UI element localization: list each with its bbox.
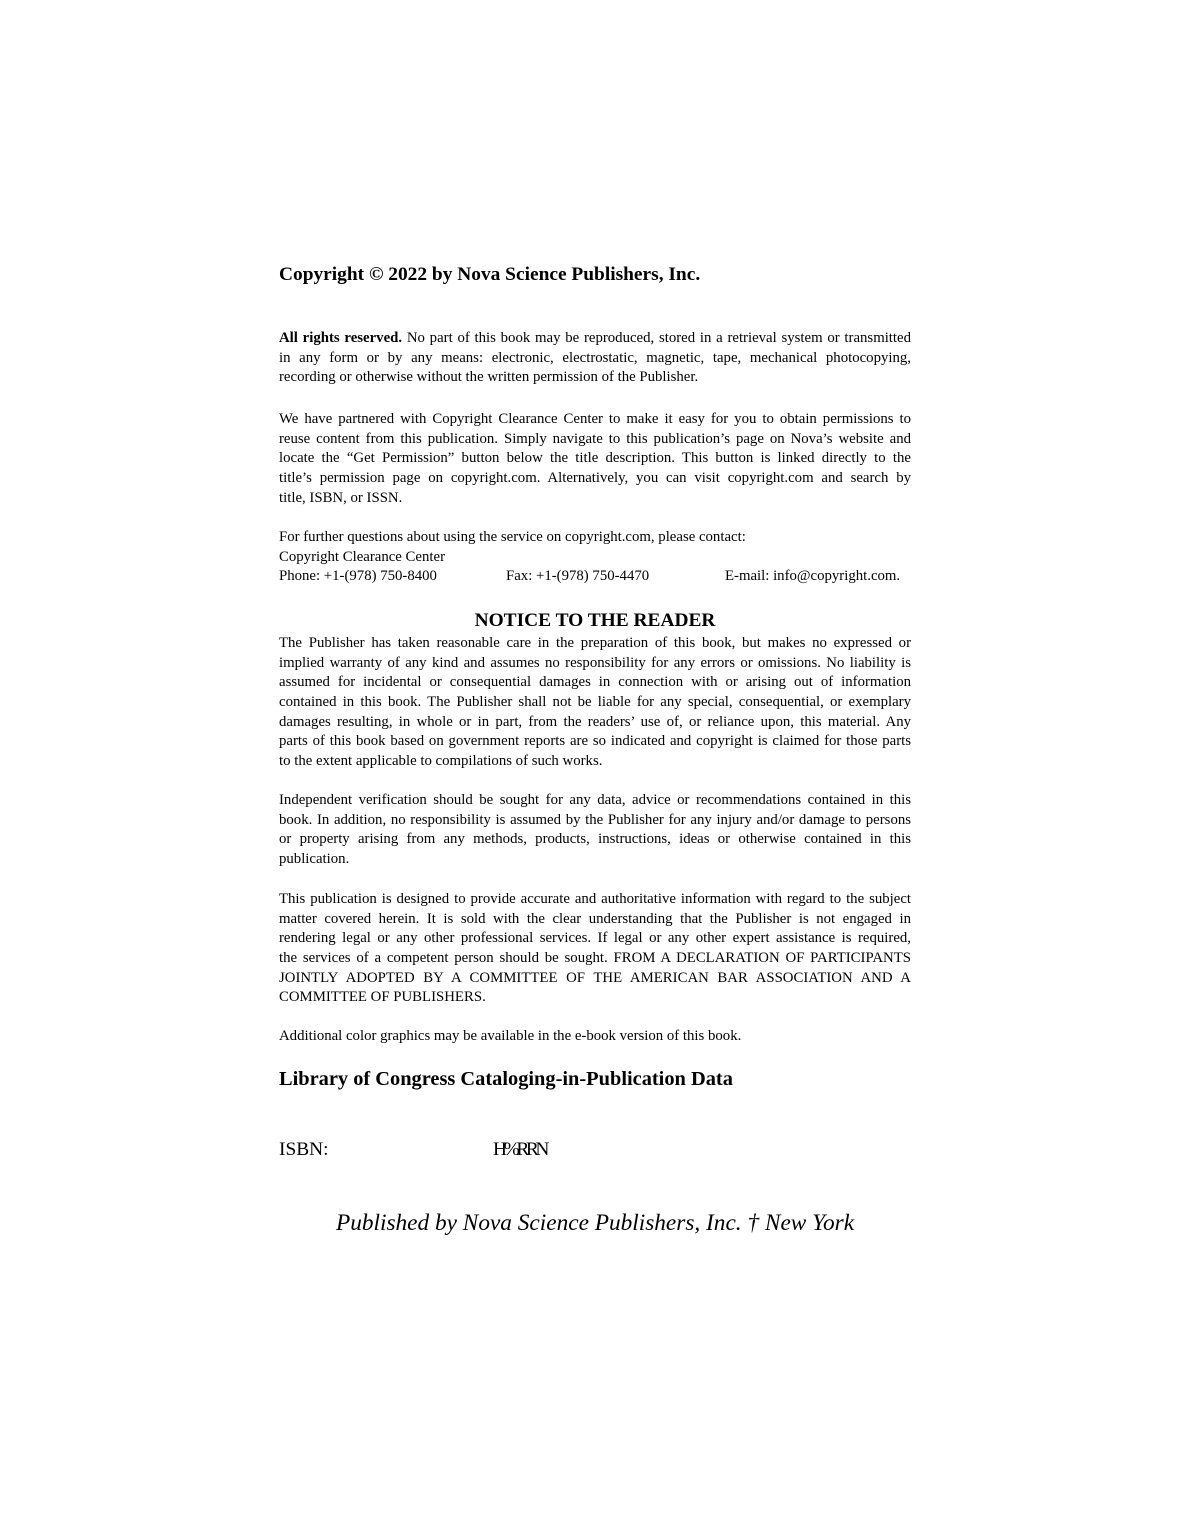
paragraph-line: [279, 329, 911, 349]
paragraph-line: title’s permission page on copyright.com. Alternatively, you can visit copyright.com and search by: [279, 469, 911, 486]
paragraph-line: COMMITTEE OF PUBLISHERS.: [279, 989, 486, 1006]
permissions-paragraph: [279, 410, 911, 508]
notice-heading: NOTICE TO THE READER: [474, 610, 716, 631]
paragraph-line: We have partnered with Copyright Clearance Center to make it easy for you to obtain permissions to: [279, 411, 911, 427]
paragraph-line: damages resulting, in whole or in part, from the readers’ use of, or reliance upon, this material. Any: [279, 713, 911, 730]
paragraph-line: the services of a competent person should be sought. FROM A DECLARATION OF PARTICIPANTS: [279, 949, 911, 966]
rights-lead: All rights reserved.: [279, 330, 403, 346]
paragraph-line: matter covered herein. It is sold with the clear understanding that the Publisher is not engaged in: [279, 910, 911, 927]
library-heading: Library of Congress Cataloging-in-Publication Data: [279, 1068, 733, 1090]
paragraph-line: assumed for incidental or consequential damages in connection with or arising out of information: [279, 674, 911, 691]
isbn-label: ISBN:: [279, 1139, 329, 1160]
paragraph-line: recording or otherwise without the written permission of the Publisher.: [279, 369, 699, 386]
paragraph-line: in any form or by any means: electronic, electrostatic, magnetic, tape, mechanical photocopying,: [279, 349, 911, 366]
paragraph-line: book. In addition, no responsibility is assumed by the Publisher for any injury and/or damage to persons: [279, 811, 911, 828]
contact-email: E-mail: info@copyright.com.: [725, 568, 901, 585]
contact-block: [279, 528, 911, 587]
paragraph-line: JOINTLY ADOPTED BY A COMMITTEE OF THE AMERICAN BAR ASSOCIATION AND A: [279, 969, 911, 986]
paragraph-line: locate the “Get Permission” button below the title description. This button is linked directly to the: [279, 450, 911, 467]
paragraph-line: or property arising from any methods, products, instructions, ideas or otherwise contained in this: [279, 831, 911, 848]
paragraph-line: reuse content from this publication. Simply navigate to this publication’s page on Nova’s website and: [279, 430, 911, 447]
contact-details-row: [279, 567, 911, 587]
notice-paragraph-declaration: [279, 890, 911, 1008]
paragraph-line: parts of this book based on government reports are so indicated and copyright is claimed for those parts: [279, 733, 911, 750]
copyright-title: Copyright © 2022 by Nova Science Publishers, Inc.: [279, 264, 701, 285]
contact-phone: Phone: +1-(978) 750-8400: [279, 568, 437, 585]
notice-paragraph-liability: [279, 634, 911, 772]
paragraph-line: This publication is designed to provide accurate and authoritative information with regard to the subject: [279, 891, 911, 907]
paragraph-line: Additional color graphics may be available in the e-book version of this book.: [279, 1028, 742, 1044]
paragraph-line: Independent verification should be sought for any data, advice or recommendations contained in this: [279, 792, 911, 808]
publisher-line: Published by Nova Science Publishers, Inc. † New York: [335, 1210, 855, 1236]
isbn-row: [279, 1138, 911, 1162]
paragraph-line: publication.: [279, 850, 350, 867]
paragraph-line: The Publisher has taken reasonable care in the preparation of this book, but makes no expressed or: [279, 635, 911, 651]
paragraph-line: title, ISBN, or ISSN.: [279, 489, 403, 506]
paragraph-line: implied warranty of any kind and assumes no responsibility for any errors or omissions. No liability is: [279, 654, 911, 671]
additional-note: [279, 1027, 911, 1047]
contact-organization: Copyright Clearance Center: [279, 548, 445, 565]
rights-paragraph: [279, 329, 911, 388]
isbn-value: H%RRN: [493, 1139, 547, 1160]
contact-intro: For further questions about using the service on copyright.com, please contact:: [279, 529, 746, 545]
paragraph-line: rendering legal or any other professional services. If legal or any other expert assistance is required,: [279, 930, 911, 947]
contact-fax: Fax: +1-(978) 750-4470: [506, 568, 650, 585]
rights-line-text: No part of this book may be reproduced, stored in a retrieval system or transmitted: [406, 330, 911, 346]
notice-paragraph-verification: [279, 791, 911, 870]
paragraph-line: to the extent applicable to compilations of such works.: [279, 752, 603, 769]
paragraph-line: contained in this book. The Publisher shall not be liable for any special, consequential, or exemplary: [279, 693, 911, 710]
